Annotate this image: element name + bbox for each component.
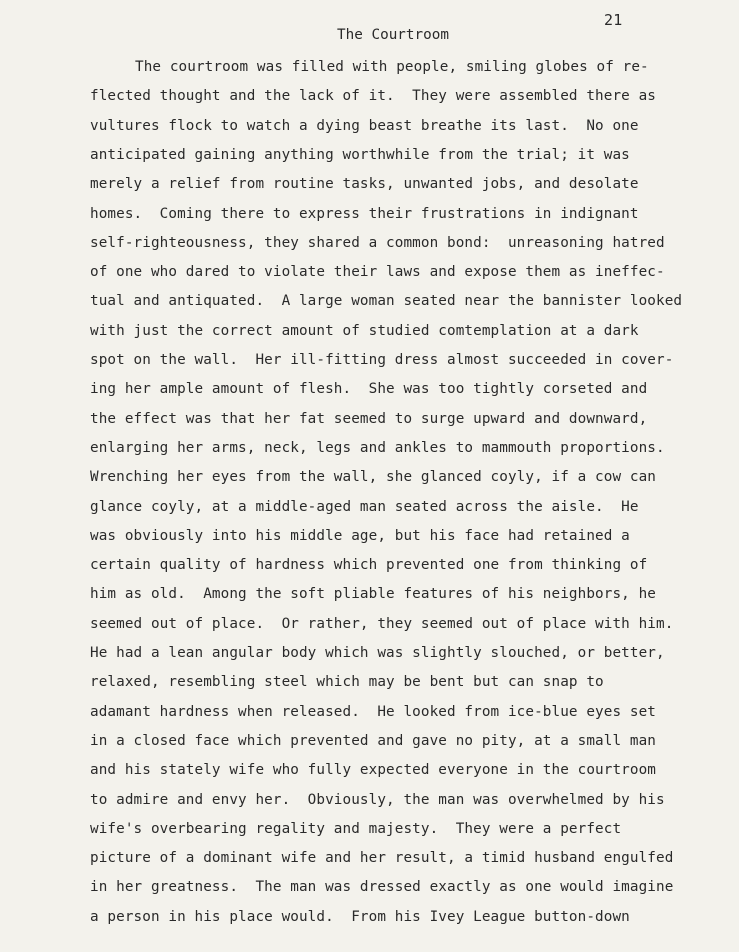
text-line: in a closed face which prevented and gave no pity, at a small man (90, 732, 656, 749)
text-line: was obviously into his middle age, but his face had retained a (90, 527, 630, 544)
text-line: self-righteousness, they shared a common bond: unreasoning hatred (90, 234, 665, 251)
text-line: and his stately wife who fully expected everyone in the courtroom (90, 762, 656, 779)
text-line: a person in his place would. From his Ivey League button-down (90, 908, 630, 925)
text-line: in her greatness. The man was dressed exactly as one would imagine (90, 879, 674, 896)
text-line: of one who dared to violate their laws and expose them as ineffec- (90, 264, 665, 281)
text-line: vultures flock to watch a dying beast breathe its last. No one (90, 117, 639, 134)
text-line: Wrenching her eyes from the wall, she glanced coyly, if a cow can (90, 469, 656, 486)
text-line: him as old. Among the soft pliable features of his neighbors, he (90, 586, 656, 603)
text-line: ing her ample amount of flesh. She was too tightly corseted and (90, 381, 648, 398)
text-line: certain quality of hardness which prevented one from thinking of (90, 557, 648, 574)
text-line: to admire and envy her. Obviously, the man was overwhelmed by his (90, 791, 665, 808)
text-line: relaxed, resembling steel which may be bent but can snap to (90, 674, 604, 691)
text-line: with just the correct amount of studied comtemplation at a dark (90, 322, 639, 339)
text-line: seemed out of place. Or rather, they seemed out of place with him. (90, 615, 674, 632)
chapter-title: The Courtroom (337, 27, 449, 43)
text-line: He had a lean angular body which was slightly slouched, or better, (90, 645, 665, 661)
text-line: merely a relief from routine tasks, unwanted jobs, and desolate (90, 176, 639, 193)
text-line: the effect was that her fat seemed to surge upward and downward, (90, 410, 648, 427)
text-line: spot on the wall. Her ill-fitting dress almost succeeded in cover- (90, 352, 674, 368)
text-line: homes. Coming there to express their frustrations in indignant (90, 205, 639, 222)
text-line: wife's overbearing regality and majesty. They were a perfect (90, 820, 622, 837)
text-line: picture of a dominant wife and her result, a timid husband engulfed (90, 850, 674, 867)
text-line: flected thought and the lack of it. They were assembled there as (90, 88, 656, 105)
text-line: enlarging her arms, neck, legs and ankles to mammouth proportions. (90, 439, 665, 456)
text-line: adamant hardness when released. He looked from ice-blue eyes set (90, 703, 656, 720)
text-line: The courtroom was filled with people, smiling globes of re- (135, 59, 649, 75)
text-line: tual and antiquated. A large woman seated near the bannister looked (90, 293, 683, 310)
text-line: anticipated gaining anything worthwhile from the trial; it was (90, 146, 630, 163)
page-number: 21 (604, 11, 623, 29)
text-line: glance coyly, at a middle-aged man seated across the aisle. He (90, 498, 639, 515)
